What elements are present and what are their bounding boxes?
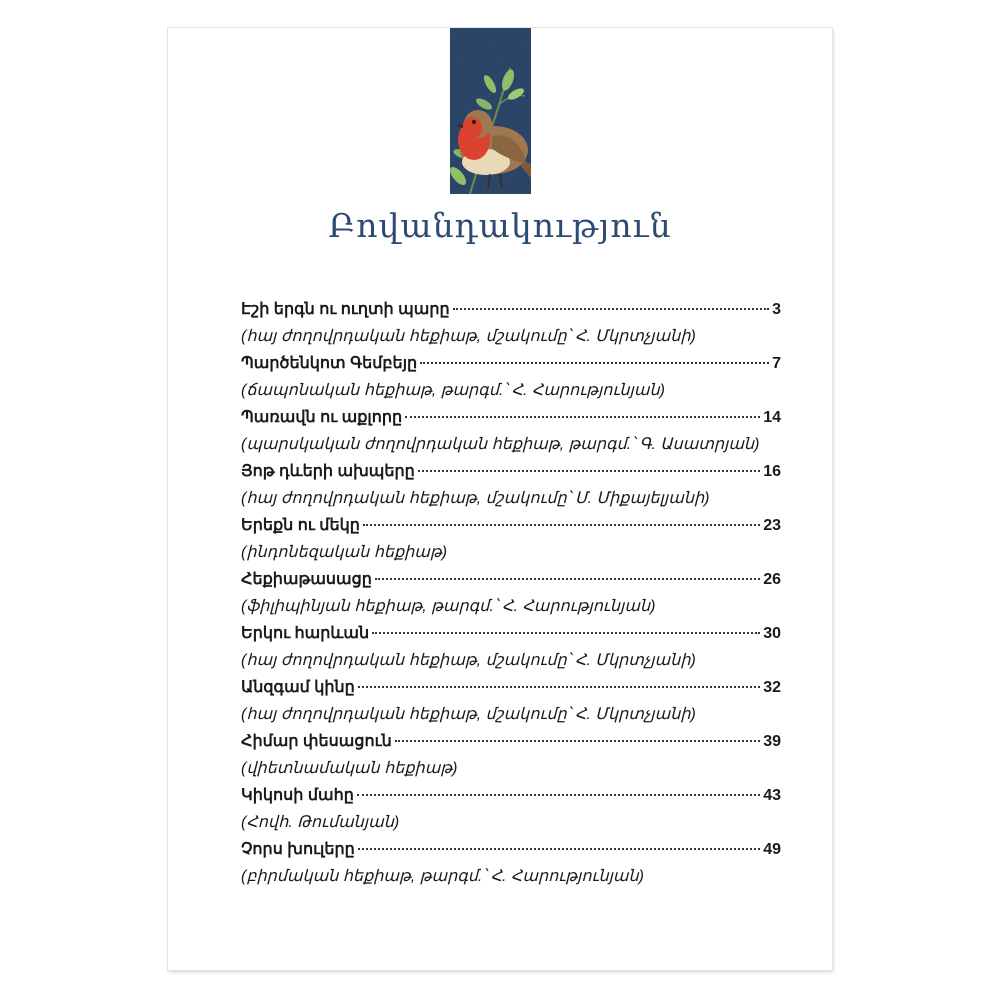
toc-entry-page: 23	[763, 517, 781, 534]
toc-entry-subtitle: (ինդոնեզական հեքիաթ)	[241, 544, 448, 561]
dot-leader	[420, 362, 769, 364]
toc-entry-page: 32	[763, 679, 781, 696]
toc-entry-title: Յոթ դևերի ախպերը	[241, 463, 415, 480]
toc-entry[interactable]	[241, 566, 781, 620]
toc-entry-subtitle: (Հովհ. Թումանյան)	[241, 814, 400, 831]
toc-entry-subtitle: (բիրմական հեքիաթ, թարգմ.՝ Հ. Հարությունյան)	[241, 868, 644, 885]
toc-entry-title: Հիմար փեսացուն	[241, 733, 392, 750]
toc-entry-subtitle: (հայ ժողովրդական հեքիաթ, մշակումը՝ Հ. Մկրտչյանի)	[241, 328, 696, 345]
toc-entry[interactable]	[241, 458, 781, 512]
toc-entry-title: Կիկոսի մահը	[241, 787, 354, 804]
toc-entry[interactable]	[241, 674, 781, 728]
toc-entry-page: 49	[763, 841, 781, 858]
toc-entry-row	[241, 674, 781, 701]
toc-entry-subtitle: (հայ ժողովրդական հեքիաթ, մշակումը՝ Հ. Մկրտչյանի)	[241, 652, 696, 669]
toc-entry-row	[241, 836, 781, 863]
toc-entry-row	[241, 782, 781, 809]
page-title: Բովանդակություն	[328, 206, 672, 245]
toc-entry[interactable]	[241, 512, 781, 566]
dot-leader	[405, 416, 760, 418]
toc-entry-row	[241, 458, 781, 485]
toc-entry-page: 7	[772, 355, 781, 372]
toc-entry-row	[241, 404, 781, 431]
toc-entry-page: 39	[763, 733, 781, 750]
toc-entry-page: 30	[763, 625, 781, 642]
toc-entry-subtitle: (պարսկական ժողովրդական հեքիաթ, թարգմ.՝ Գ. Ասատրյան)	[241, 436, 760, 453]
toc-entry-row	[241, 350, 781, 377]
book-page	[168, 28, 832, 970]
dot-leader	[357, 794, 760, 796]
table-of-contents	[241, 296, 781, 890]
toc-entry[interactable]	[241, 836, 781, 890]
toc-entry-title: Երեքն ու մեկը	[241, 517, 360, 534]
toc-entry-subtitle: (ճապոնական հեքիաթ, թարգմ.՝ Հ. Հարությունյան)	[241, 382, 665, 399]
toc-entry-title: Պառավն ու աքլորը	[241, 409, 403, 426]
toc-entry-subtitle: (հայ ժողովրդական հեքիաթ, մշակումը՝ Հ. Մկրտչյանի)	[241, 706, 696, 723]
toc-entry-row	[241, 728, 781, 755]
toc-entry-subtitle: (վիետնամական հեքիաթ)	[241, 760, 458, 777]
toc-entry-page: 3	[772, 301, 781, 318]
dot-leader	[375, 578, 760, 580]
toc-entry-row	[241, 296, 781, 323]
toc-entry[interactable]	[241, 728, 781, 782]
toc-entry-title: Պարծենկոտ Գեմբեյը	[241, 355, 418, 372]
toc-entry-page: 16	[763, 463, 781, 480]
toc-entry-title: Չորս խուլերը	[241, 841, 355, 858]
bird-eye	[472, 120, 476, 124]
toc-entry[interactable]	[241, 350, 781, 404]
toc-entry-page: 14	[763, 409, 781, 426]
dot-leader	[358, 686, 760, 688]
dot-leader	[358, 848, 760, 850]
dot-leader	[418, 470, 760, 472]
toc-entry[interactable]	[241, 296, 781, 350]
dot-leader	[372, 632, 760, 634]
toc-entry-row	[241, 512, 781, 539]
toc-entry-title: Հեքիաթասացը	[241, 571, 372, 588]
toc-entry-subtitle: (ֆիլիպինյան հեքիաթ, թարգմ.՝ Հ. Հարությունյան)	[241, 598, 656, 615]
dot-leader	[453, 308, 770, 310]
toc-entry-subtitle: (հայ ժողովրդական հեքիաթ, մշակումը՝ Մ. Միքայելյանի)	[241, 490, 710, 507]
toc-entry-title: Երկու հարևան	[241, 625, 370, 642]
toc-entry-row	[241, 566, 781, 593]
dot-leader	[363, 524, 760, 526]
toc-entry-title: Անզգամ կինը	[241, 679, 355, 696]
toc-entry[interactable]	[241, 404, 781, 458]
bird-face	[462, 117, 482, 139]
toc-entry[interactable]	[241, 620, 781, 674]
toc-entry-page: 26	[763, 571, 781, 588]
dot-leader	[395, 740, 760, 742]
toc-entry[interactable]	[241, 782, 781, 836]
robin-illustration	[450, 28, 531, 194]
toc-entry-title: Էշի երգն ու ուղտի պարը	[241, 301, 450, 318]
toc-entry-row	[241, 620, 781, 647]
toc-entry-page: 43	[763, 787, 781, 804]
